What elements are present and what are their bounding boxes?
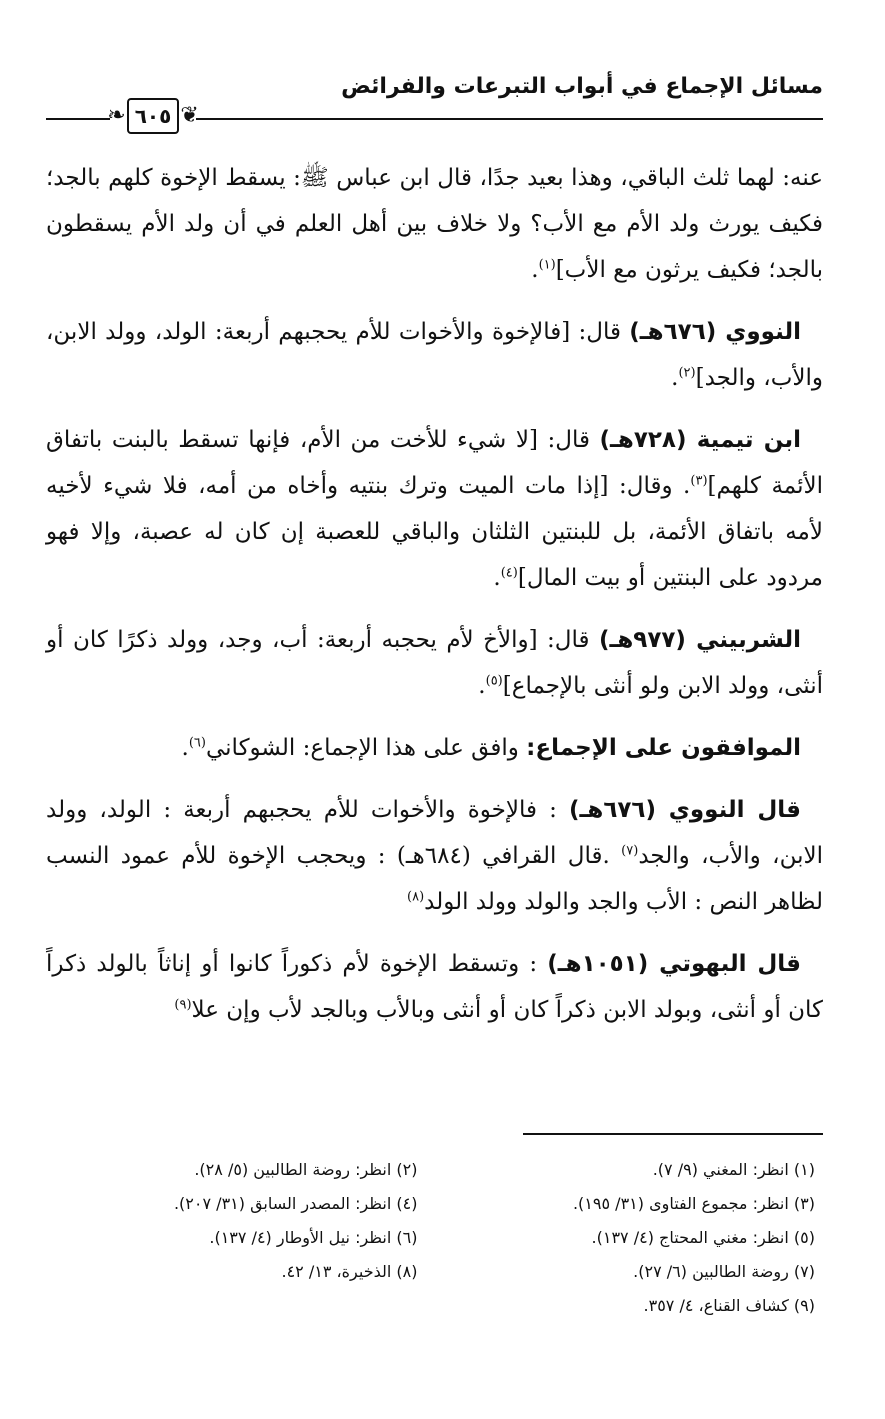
ornament-left-icon: ❦ [180, 103, 199, 128]
paragraph-lead: ابن تيمية (٧٢٨هـ) [599, 427, 801, 453]
paragraph-lead: قال النووي (٦٧٦هـ) [569, 797, 801, 823]
ornament-right-icon: ❧ [107, 103, 126, 128]
paragraph-text: وافق على هذا الإجماع: الشوكاني [205, 735, 527, 761]
footnote-marker: (١) [538, 257, 556, 273]
paragraph-text: : وتسقط الإخوة لأم ذكوراً كانوا أو إناثاً بالولد ذكراً كان أو أنثى، وبولد الابن ذكراً كان أو أنثى وبالأب وبالجد لأب وإن علا [46, 951, 823, 1023]
paragraph [46, 787, 823, 925]
paragraph-lead: الشربيني (٩٧٧هـ) [598, 627, 801, 653]
footnote: (٢) انظر: روضة الطالبين (٥/ ٢٨). [194, 1160, 418, 1179]
footnotes [60, 1153, 815, 1323]
footnote-marker: (٥) [485, 673, 503, 689]
paragraph-lead: النووي (٦٧٦هـ) [629, 319, 801, 345]
paragraph-text: . [493, 565, 501, 591]
paragraph [46, 155, 823, 293]
footnote: (٩) كشاف القناع، ٤/ ٣٥٧. [643, 1296, 815, 1315]
paragraph [46, 617, 823, 709]
footnote: (١) انظر: المغني (٩/ ٧). [652, 1160, 815, 1179]
footnote: (٣) انظر: مجموع الفتاوى (٣١/ ١٩٥). [572, 1194, 815, 1213]
page-header [46, 70, 823, 130]
paragraph-text: . [181, 735, 189, 761]
page-number: ٦٠٥ [127, 98, 180, 134]
paragraph [46, 417, 823, 601]
paragraph-text: . وقال: [إذا مات الميت وترك بنتيه وأخاه من أمه، فلا شيء لأخيه لأمه باتفاق الأئمة، بل للبنتين الثلثان والباقي للعصبة إن كان له عصبة، وإلا فهو مردود على البنتين أو بيت المال] [46, 473, 823, 591]
main-text [46, 155, 823, 1049]
paragraph-text: قال: [لا شيء للأخت من الأم، فإنها تسقط بالبنت باتفاق الأئمة كلهم] [46, 427, 823, 499]
paragraph-text: .قال القرافي (٦٨٤هـ) : ويحجب الإخوة للأم عمود النسب لظاهر النص : الأب والجد والولد وولد الولد [46, 843, 823, 915]
paragraph-lead: قال البهوتي (١٠٥١هـ) [547, 951, 801, 977]
footnote-marker: (٣) [690, 473, 708, 489]
paragraph [46, 309, 823, 401]
paragraph [46, 725, 823, 771]
footnote-marker: (٧) [621, 843, 639, 859]
paragraph-text: قال: [والأخ لأم يحجبه أربعة: أب، وجد، وولد ذكرًا كان أو أنثى، وولد الابن ولو أنثى بالإجماع] [46, 627, 823, 699]
paragraph-text: . [478, 673, 486, 699]
footnote: (٧) روضة الطالبين (٦/ ٢٧). [633, 1262, 815, 1281]
footnote: (٨) الذخيرة، ١٣/ ٤٢. [281, 1262, 418, 1281]
footnote-rule [523, 1133, 823, 1135]
footnote-marker: (٨) [407, 889, 425, 905]
footnote: (٦) انظر: نيل الأوطار (٤/ ١٣٧). [209, 1228, 418, 1247]
page-number-ornament [107, 94, 199, 138]
footnote-marker: (٢) [678, 365, 696, 381]
paragraph [46, 941, 823, 1033]
footnote: (٥) انظر: مغني المحتاج (٤/ ١٣٧). [591, 1228, 815, 1247]
footnote: (٤) انظر: المصدر السابق (٣١/ ٢٠٧). [173, 1194, 418, 1213]
footnote-marker: (٦) [188, 735, 206, 751]
paragraph-text: عنه: لهما ثلث الباقي، وهذا بعيد جدًا، قال ابن عباس ﷺ: يسقط الإخوة كلهم بالجد؛ فكيف يورث ولد الأم مع الأب؟ ولا خلاف بين أهل العلم في أن ولد الأم يسقطون بالجد؛ فكيف يرثون مع الأب] [46, 165, 823, 283]
running-title: مسائل الإجماع في أبواب التبرعات والفرائض [341, 74, 823, 99]
footnote-marker: (٩) [174, 997, 192, 1013]
paragraph-text: قال: [فالإخوة والأخوات للأم يحجبهم أربعة: الولد، وولد الابن، والأب، والجد] [46, 319, 823, 391]
paragraph-text: : فالإخوة والأخوات للأم يحجبهم أربعة : الولد، وولد الابن، والأب، والجد [46, 797, 823, 869]
footnote-marker: (٤) [500, 565, 518, 581]
paragraph-text: . [671, 365, 679, 391]
paragraph-lead: الموافقون على الإجماع: [526, 735, 801, 761]
paragraph-text: . [531, 257, 539, 283]
